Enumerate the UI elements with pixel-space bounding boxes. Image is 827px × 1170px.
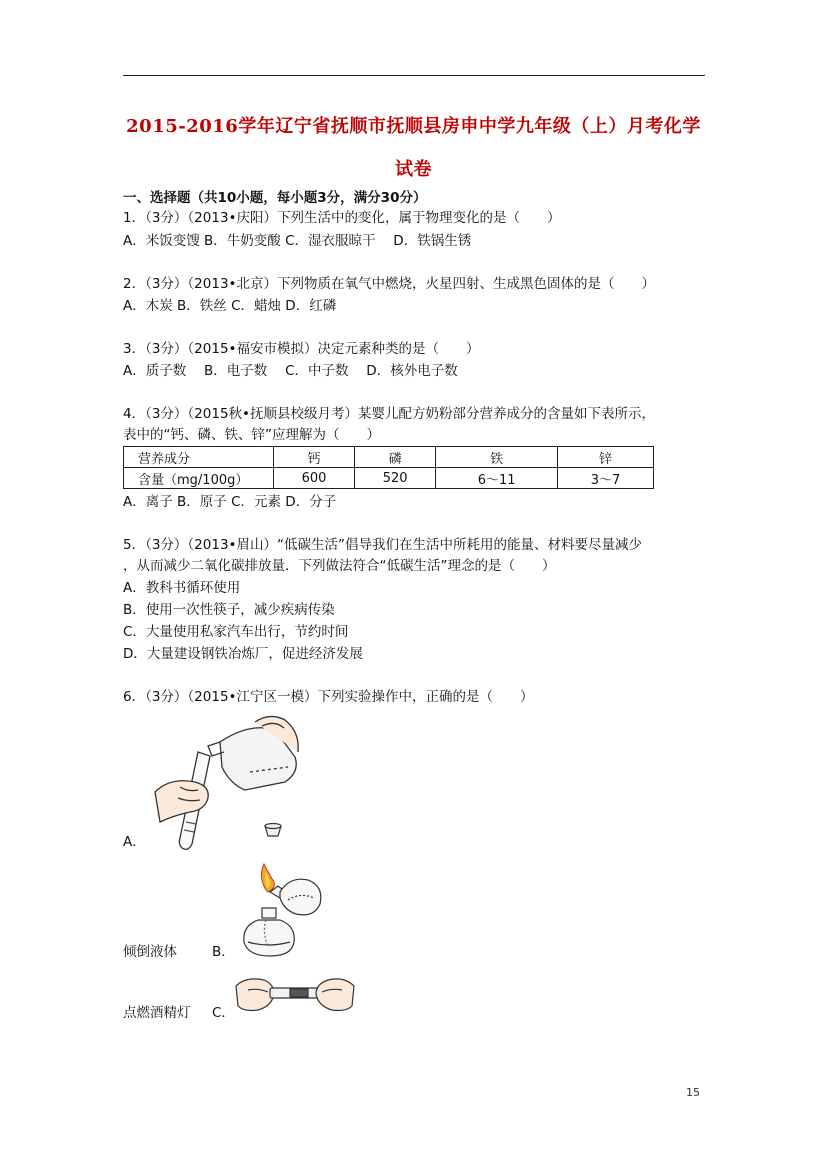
question-3-options: A．质子数 B．电子数 C．中子数 D．核外电子数 (123, 363, 458, 379)
table-cell: 钙 (274, 447, 355, 468)
table-cell: 3～7 (558, 468, 654, 489)
question-1-stem: 1．（3分）（2013•庆阳）下列生活中的变化，属于物理变化的是（ ） (123, 210, 561, 226)
pouring-liquid-image (150, 712, 340, 852)
question-3-stem: 3．（3分）（2015•福安市模拟）决定元素种类的是（ ） (123, 341, 480, 357)
question-2-stem: 2．（3分）（2013•北京）下列物质在氧气中燃烧，火星四射、生成黑色固体的是（ ） (123, 276, 655, 292)
table-cell: 铁 (436, 447, 558, 468)
question-6-caption-b: 点燃酒精灯 (123, 1005, 191, 1021)
question-5-option-a: A．教科书循环使用 (123, 580, 241, 596)
question-6-label-c: C． (212, 1005, 235, 1021)
table-cell: 锌 (558, 447, 654, 468)
question-6-stem: 6．（3分）（2015•江宁区一模）下列实验操作中，正确的是（ ） (123, 689, 534, 705)
question-5-stem: 5．（3分）（2013•眉山）“低碳生活”倡导我们在生活中所耗用的能量、材料要尽量减少 (123, 537, 642, 553)
question-4-options: A．离子 B．原子 C．元素 D．分子 (123, 494, 337, 510)
question-5-stem-continued: ，从而减少二氧化碳排放量．下列做法符合“低碳生活”理念的是（ ） (123, 558, 556, 574)
table-cell: 520 (355, 468, 436, 489)
table-header-row (124, 447, 654, 468)
question-5-option-c: C．大量使用私家汽车出行，节约时间 (123, 624, 349, 640)
table-cell: 营养成分 (124, 447, 274, 468)
table-cell: 600 (274, 468, 355, 489)
question-4-stem-continued: 表中的“钙、磷、铁、锌”应理解为（ ） (123, 427, 380, 443)
question-5-option-b: B．使用一次性筷子，减少疾病传染 (123, 602, 335, 618)
connecting-tubes-image (234, 972, 356, 1020)
section-heading: 一、选择题（共10小题，每小题3分，满分30分） (123, 190, 427, 206)
question-4-stem: 4．（3分）（2015秋•抚顺县校级月考）某婴儿配方奶粉部分营养成分的含量如下表所示， (123, 406, 655, 422)
question-1-options: A．米饭变馊 B．牛奶变酸 C．湿衣服晾干 D．铁锅生锈 (123, 233, 472, 249)
page-title: 2015-2016学年辽宁省抚顺市抚顺县房申中学九年级（上）月考化学 (126, 116, 701, 137)
question-6-caption-a: 倾倒液体 (123, 944, 177, 960)
table-cell: 6～11 (436, 468, 558, 489)
table-cell: 磷 (355, 447, 436, 468)
question-6-label-a: A． (123, 834, 146, 850)
page-title-continued: 试卷 (395, 159, 432, 180)
nutrition-table (123, 446, 654, 489)
question-2-options: A．木炭 B．铁丝 C．蜡烛 D．红磷 (123, 298, 337, 314)
alcohol-lamp-image (228, 862, 328, 962)
table-cell: 含量（mg/100g） (124, 468, 274, 489)
page-number: 15 (686, 1086, 700, 1099)
question-6-label-b: B． (212, 944, 235, 960)
table-row (124, 468, 654, 489)
header-rule (123, 75, 705, 76)
question-5-option-d: D．大量建设钢铁冶炼厂，促进经济发展 (123, 646, 363, 662)
